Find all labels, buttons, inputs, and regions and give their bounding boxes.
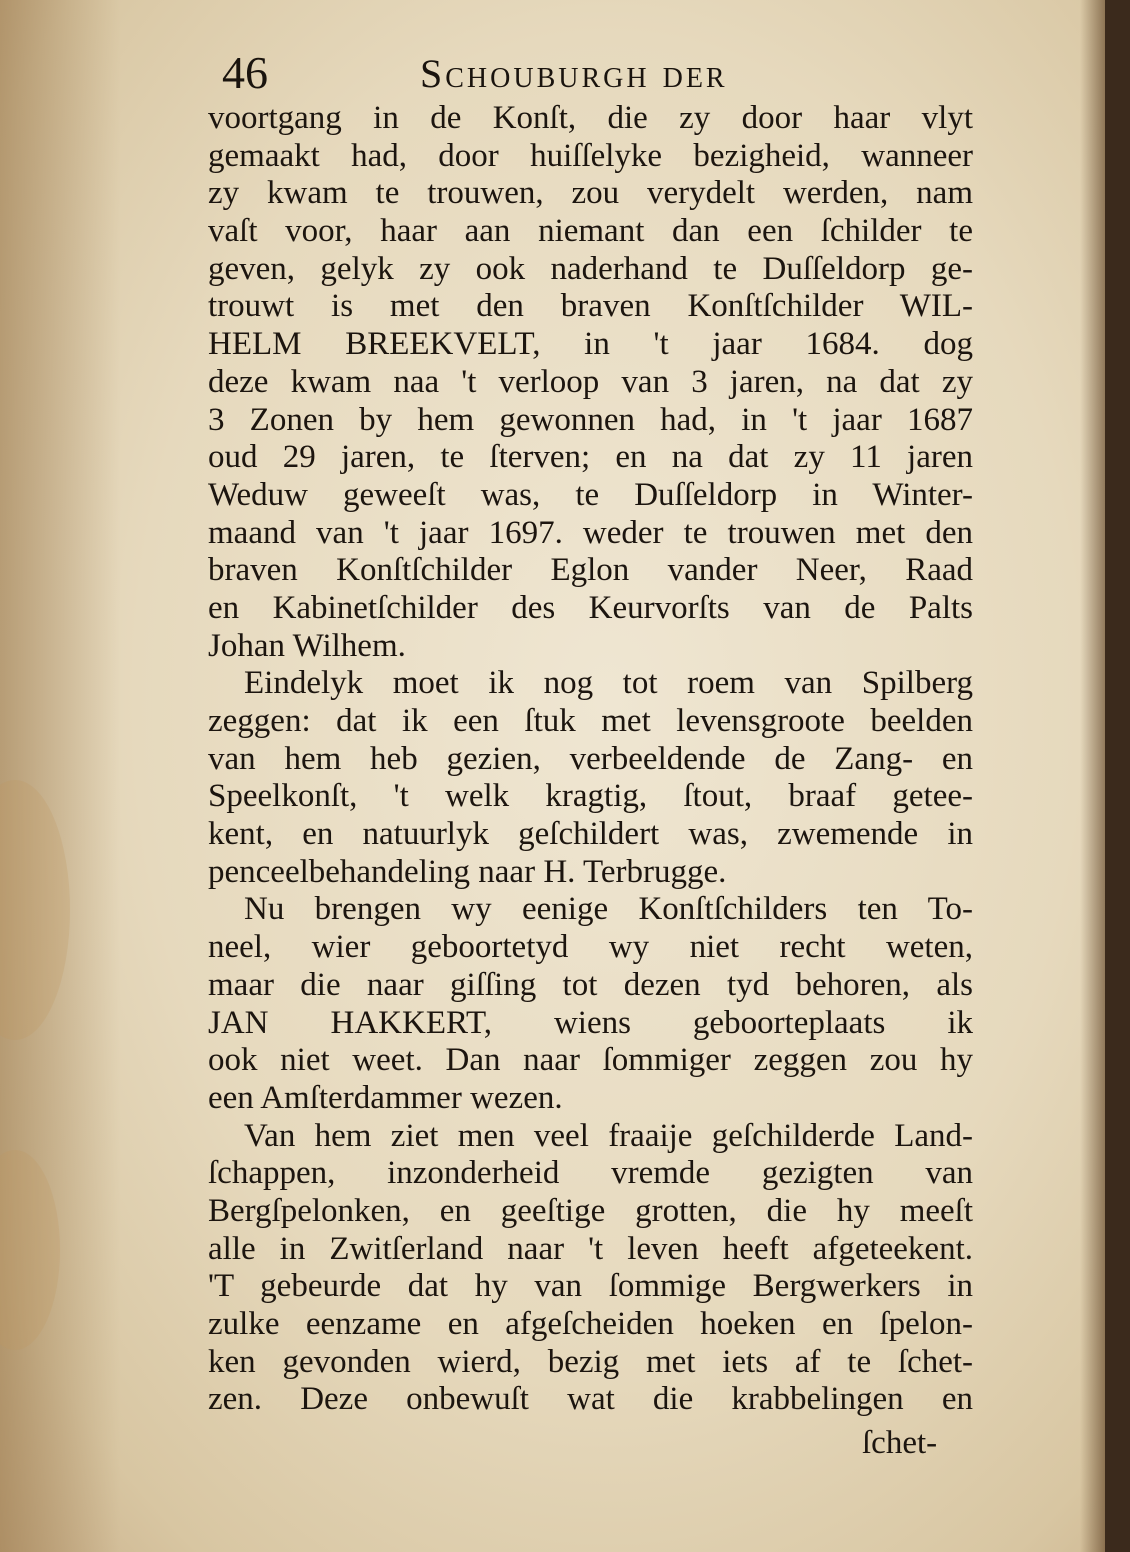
- text-line: maar die naar giſſing tot dezen tyd behoren, als: [208, 966, 973, 1003]
- text-line: voortgang in de Konſt, die zy door haar vlyt: [208, 100, 973, 136]
- text-line: 3 Zonen by hem gewonnen had, in 't jaar 1687: [208, 401, 973, 438]
- text-line: penceelbehandeling naar H. Terbrugge.: [208, 853, 727, 890]
- page-number: 46: [222, 47, 268, 98]
- text-line: braven Konſtſchilder Eglon vander Neer, Raad: [208, 552, 973, 589]
- text-line: Speelkonſt, 't welk kragtig, ſtout, braaf getee-: [208, 778, 973, 815]
- text-line: van hem heb gezien, verbeeldende de Zang- en: [208, 740, 973, 777]
- text-line: geven, gelyk zy ook naderhand te Duſſeldorp ge-: [208, 250, 973, 287]
- page-header: [222, 46, 982, 106]
- text-line: zen. Deze onbewuſt wat die krabbelingen en: [208, 1381, 973, 1418]
- text-line: HELM BREEKVELT, in 't jaar 1684. dog: [208, 326, 973, 363]
- text-line: vaſt voor, haar aan niemant dan een ſchilder te: [208, 213, 973, 250]
- text-line: JAN HAKKERT, wiens geboorteplaats ik: [208, 1004, 973, 1041]
- text-line: Bergſpelonken, en geeſtige grotten, die hy meeſt: [208, 1192, 973, 1229]
- text-line: zy kwam te trouwen, zou verydelt werden, nam: [208, 175, 973, 212]
- text-line: kent, en natuurlyk geſchildert was, zwemende in: [208, 816, 973, 853]
- text-line: trouwt is met den braven Konſtſchilder WIL-: [208, 288, 973, 325]
- text-line: deze kwam naa 't verloop van 3 jaren, na dat zy: [208, 363, 973, 400]
- text-line: ſchappen, inzonderheid vremde gezigten van: [208, 1155, 973, 1192]
- text-line: 'T gebeurde dat hy van ſommige Bergwerkers in: [208, 1268, 973, 1305]
- text-line: Weduw geweeſt was, te Duſſeldorp in Winter-: [208, 476, 973, 513]
- text-line: maand van 't jaar 1697. weder te trouwen met den: [208, 514, 973, 551]
- text-line: ook niet weet. Dan naar ſommiger zeggen zou hy: [208, 1042, 973, 1079]
- text-line: zeggen: dat ik een ſtuk met levensgroote beelden: [208, 703, 973, 739]
- text-line: een Amſterdammer wezen.: [208, 1079, 563, 1116]
- text-line: gemaakt had, door huiſſelyke bezigheid, wanneer: [208, 137, 973, 174]
- paragraph-start: Eindelyk moet ik nog tot roem van Spilberg: [244, 665, 973, 702]
- page-edge: [1080, 0, 1105, 1552]
- paragraph-start: Nu brengen wy eenige Konſtſchilders ten To-: [244, 891, 973, 928]
- text-line: ken gevonden wierd, bezig met iets af te ſchet-: [208, 1343, 973, 1380]
- text-line: oud 29 jaren, te ſterven; en na dat zy 11 jaren: [208, 439, 973, 476]
- text-line: zulke eenzame en afgeſcheiden hoeken en ſpelon-: [208, 1306, 973, 1342]
- text-line: alle in Zwitſerland naar 't leven heeft afgeteekent.: [208, 1230, 973, 1267]
- body-text: [208, 100, 973, 1419]
- paragraph-start: Van hem ziet men veel fraaije geſchilderde Land-: [244, 1117, 973, 1154]
- catchword: ſchet-: [862, 1425, 938, 1461]
- text-line: en Kabinetſchilder des Keurvorſts van de Palts: [208, 589, 973, 626]
- text-line: Johan Wilhem.: [208, 627, 406, 664]
- text-line: neel, wier geboortetyd wy niet recht weten,: [208, 929, 973, 966]
- running-title: Schouburgh der: [420, 51, 728, 96]
